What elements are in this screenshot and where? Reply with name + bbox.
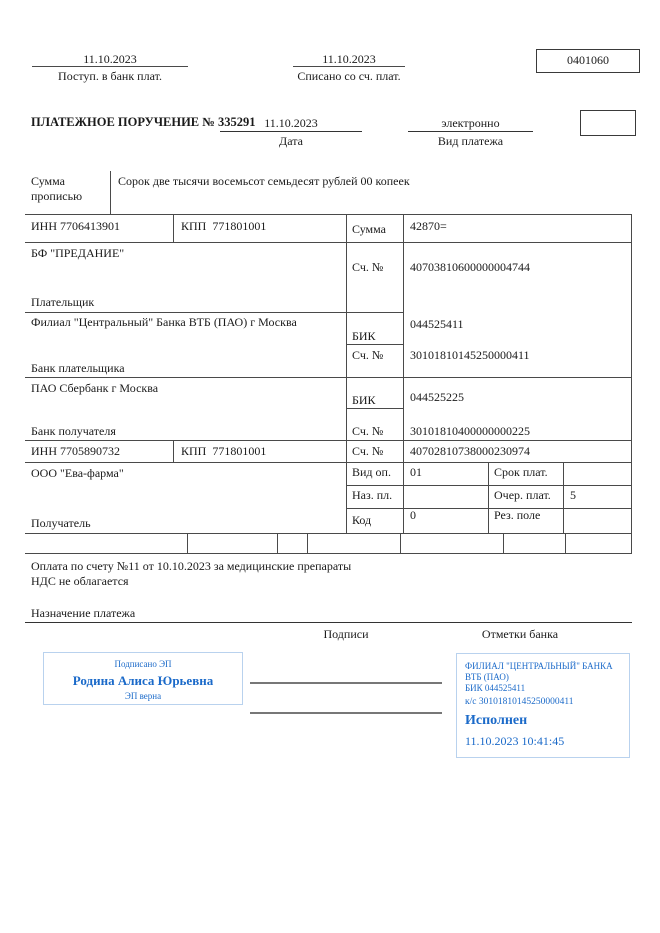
payer-kpp: КПП 771801001 [181, 219, 267, 233]
grid-line [25, 553, 632, 554]
payee-bank-bik-label: БИК [352, 393, 376, 407]
grid-line [403, 214, 404, 533]
payer-bank-name: Филиал "Центральный" Банка ВТБ (ПАО) г Москва [31, 315, 297, 329]
bank-stamp-name-line1: ФИЛИАЛ "ЦЕНТРАЛЬНЫЙ" БАНКА [465, 661, 613, 671]
date-label: Дата [279, 134, 303, 148]
payee-bank-label: Банк получателя [31, 424, 116, 438]
reserve-label: Рез. поле [494, 508, 541, 522]
payee-bank-bik: 044525225 [410, 390, 464, 404]
grid-line [563, 462, 564, 533]
priority-value: 5 [570, 488, 576, 502]
payment-kind-label: Вид платежа [437, 134, 504, 148]
signatures-label: Подписи [323, 627, 369, 641]
bank-stamp-name-line2: ВТБ (ПАО) [465, 672, 509, 682]
grid-line [187, 533, 188, 553]
payee-name: ООО "Ева-фарма" [31, 466, 124, 480]
received-label: Поступ. в банк плат. [58, 69, 162, 83]
payer-inn: ИНН 7706413901 [31, 219, 120, 233]
doc-date: 11.10.2023 [264, 116, 318, 130]
received-date: 11.10.2023 [83, 52, 137, 66]
form-code: 0401060 [567, 53, 609, 67]
stamp-signed-label: Подписано ЭП [114, 659, 172, 669]
doc-title: ПЛАТЕЖНОЕ ПОРУЧЕНИЕ № 335291 [31, 115, 256, 129]
payer-account-label: Сч. № [352, 260, 384, 274]
grid-line [631, 214, 632, 553]
divider [293, 66, 405, 67]
payee-label: Получатель [31, 516, 91, 530]
stamp-signer-name: Родина Алиса Юрьевна [72, 673, 214, 688]
divider [220, 131, 362, 132]
payer-bank-label: Банк плательщика [31, 361, 125, 375]
grid-line [400, 533, 401, 553]
grid-line [25, 377, 632, 378]
divider [32, 66, 188, 67]
sum-label: Сумма [352, 222, 386, 236]
grid-line [25, 242, 632, 243]
grid-line [346, 508, 632, 509]
form-code-box [536, 49, 640, 73]
grid-line [110, 171, 111, 214]
payment-kind: электронно [441, 116, 500, 130]
grid-line [307, 533, 308, 553]
due-date-label: Срок плат. [494, 465, 548, 479]
payee-inn: ИНН 7705890732 [31, 444, 120, 458]
code-label: Код [352, 513, 372, 527]
grid-line [25, 440, 632, 441]
payer-account: 40703810600000004744 [410, 260, 530, 274]
bank-marks-label: Отметки банка [481, 627, 559, 641]
bank-stamp-corr-account: к/с 30101810145250000411 [465, 697, 574, 707]
grid-line [346, 214, 347, 533]
grid-line [346, 344, 403, 345]
purpose-line1: Оплата по счету №11 от 10.10.2023 за медицинские препараты [31, 559, 352, 573]
payer-label: Плательщик [31, 295, 95, 309]
code-value: 0 [410, 508, 416, 522]
payer-name: БФ "ПРЕДАНИЕ" [31, 246, 125, 260]
signature-stamp [43, 652, 243, 705]
bank-stamp [456, 653, 630, 758]
purpose-label: Назначение платежа [31, 606, 136, 620]
grid-line [173, 440, 174, 462]
grid-line [25, 214, 632, 215]
payee-bank-name: ПАО Сбербанк г Москва [31, 381, 159, 395]
payer-bank-bik: 044525411 [410, 317, 464, 331]
signature-line [250, 712, 442, 714]
bank-stamp-datetime: 11.10.2023 10:41:45 [465, 734, 565, 748]
grid-line [346, 408, 403, 409]
amount-words-label2: прописью [31, 189, 83, 203]
signature-line [250, 682, 442, 684]
payee-account: 40702810738000230974 [410, 444, 530, 458]
bank-stamp-bik: БИК 044525411 [465, 683, 526, 693]
payer-bank-bik-label: БИК [352, 329, 376, 343]
sum-value: 42870= [410, 219, 447, 233]
priority-label: Очер. плат. [494, 488, 551, 502]
divider [408, 131, 533, 132]
grid-line [173, 214, 174, 242]
grid-line [25, 533, 632, 534]
payee-bank-account: 30101810400000000225 [410, 424, 530, 438]
grid-line [277, 533, 278, 553]
purpose-code-label: Наз. пл. [352, 488, 393, 502]
stamp-valid-label: ЭП верна [124, 691, 162, 701]
amount-in-words: Сорок две тысячи восемьсот семьдесят рублей 00 копеек [118, 174, 410, 188]
payee-bank-account-label: Сч. № [352, 424, 384, 438]
bank-stamp-status: Исполнен [465, 713, 528, 728]
grid-line [25, 462, 632, 463]
grid-line [25, 622, 632, 623]
amount-words-label: Сумма [31, 174, 65, 188]
payee-account-label: Сч. № [352, 444, 384, 458]
grid-line [488, 462, 489, 533]
op-kind-label: Вид оп. [352, 465, 391, 479]
grid-line [565, 533, 566, 553]
debited-date: 11.10.2023 [322, 52, 376, 66]
payee-kpp: КПП 771801001 [181, 444, 267, 458]
payer-bank-account-label: Сч. № [352, 348, 384, 362]
debited-label: Списано со сч. плат. [297, 69, 401, 83]
payer-bank-account: 30101810145250000411 [410, 348, 530, 362]
op-kind-value: 01 [410, 465, 422, 479]
grid-line [503, 533, 504, 553]
payment-kind-box [580, 110, 636, 136]
purpose-line2: НДС не облагается [31, 574, 129, 588]
grid-line [346, 485, 632, 486]
